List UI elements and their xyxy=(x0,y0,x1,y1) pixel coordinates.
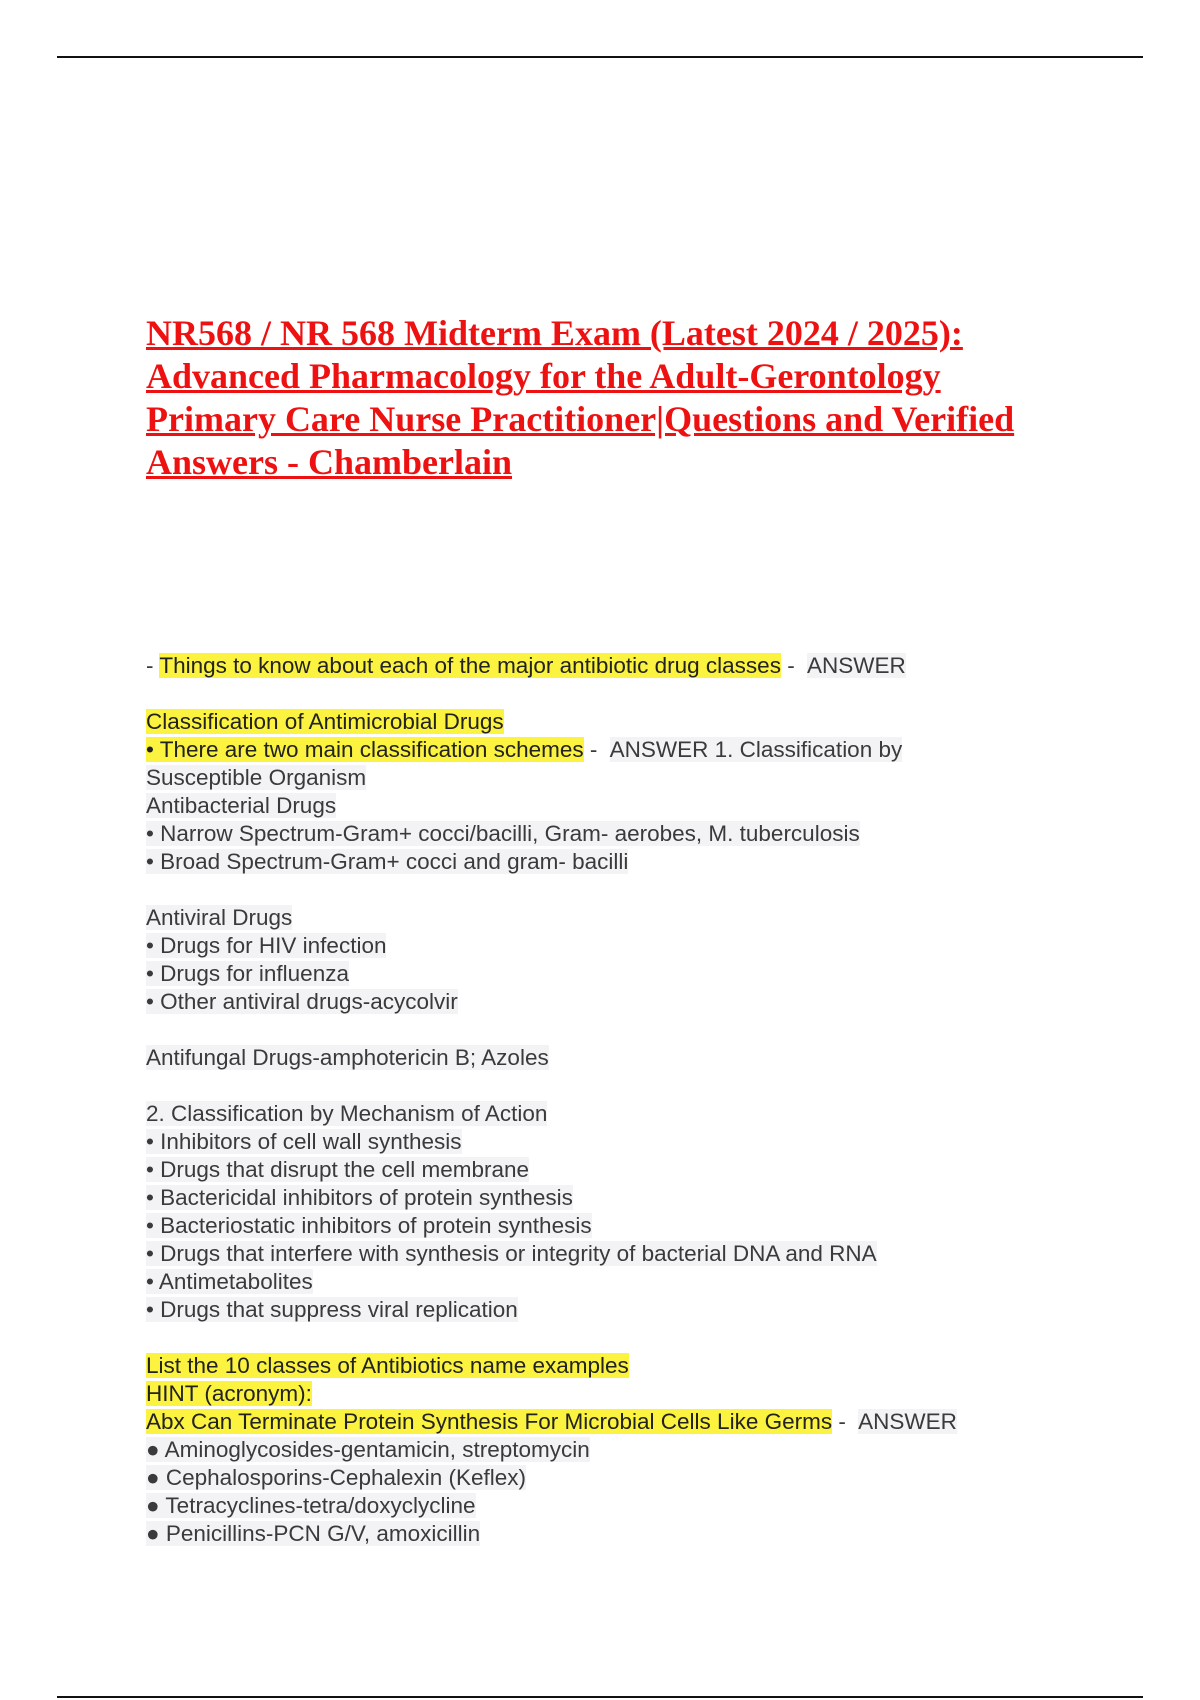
answer-text: • Drugs for HIV infection xyxy=(146,933,387,958)
answer-line xyxy=(146,1044,1046,1072)
answer-text: • Narrow Spectrum-Gram+ cocci/bacilli, Gram- aerobes, M. tuberculosis xyxy=(146,821,860,846)
question-3-line xyxy=(146,1380,1046,1408)
question-text: Abx Can Terminate Protein Synthesis For Microbial Cells Like Germs xyxy=(146,1409,833,1434)
answer-line xyxy=(146,1296,1046,1324)
answer-line xyxy=(146,1100,1046,1128)
answer-text: ● Penicillins-PCN G/V, amoxicillin xyxy=(146,1521,481,1546)
answer-line xyxy=(146,1492,1046,1520)
document-body xyxy=(146,652,1046,1548)
answer-text: • Drugs for influenza xyxy=(146,961,349,986)
question-text: List the 10 classes of Antibiotics name examples xyxy=(146,1353,629,1378)
question-2-line xyxy=(146,708,1046,736)
answer-text: Antiviral Drugs xyxy=(146,905,293,930)
answer-line xyxy=(146,1212,1046,1240)
answer-line xyxy=(146,792,1046,820)
answer-line xyxy=(146,1520,1046,1548)
answer-line xyxy=(146,764,1046,792)
question-prefix: - xyxy=(146,653,160,678)
answer-text: • Bacteriostatic inhibitors of protein synthesis xyxy=(146,1213,592,1238)
answer-text: ● Aminoglycosides-gentamicin, streptomycin xyxy=(146,1437,590,1462)
answer-line xyxy=(146,1464,1046,1492)
question-1 xyxy=(146,652,1046,680)
answer-separator: - xyxy=(583,737,604,762)
answer-line xyxy=(146,960,1046,988)
answer-text: • Broad Spectrum-Gram+ cocci and gram- bacilli xyxy=(146,849,629,874)
answer-line xyxy=(146,820,1046,848)
answer-line xyxy=(146,1240,1046,1268)
answer-label: ANSWER xyxy=(858,1409,957,1434)
answer-line xyxy=(146,1184,1046,1212)
answer-line xyxy=(146,988,1046,1016)
answer-line xyxy=(146,932,1046,960)
answer-text: Antifungal Drugs-amphotericin B; Azoles xyxy=(146,1045,549,1070)
question-2-line xyxy=(146,736,1046,764)
answer-text: • Inhibitors of cell wall synthesis xyxy=(146,1129,462,1154)
document-title xyxy=(146,312,1086,484)
question-text: HINT (acronym): xyxy=(146,1381,312,1406)
top-rule xyxy=(57,56,1143,58)
title-line: Answers - Chamberlain xyxy=(146,442,512,482)
answer-line xyxy=(146,1436,1046,1464)
title-line: Advanced Pharmacology for the Adult-Gerontology xyxy=(146,356,941,396)
answer-text: • Other antiviral drugs-acycolvir xyxy=(146,989,458,1014)
answer-line xyxy=(146,1156,1046,1184)
answer-text: ANSWER 1. Classification by xyxy=(609,737,903,762)
question-text: Things to know about each of the major antibiotic drug classes xyxy=(159,653,781,678)
answer-text: Susceptible Organism xyxy=(146,765,367,790)
answer-text: • Drugs that interfere with synthesis or integrity of bacterial DNA and RNA xyxy=(146,1241,877,1266)
answer-text: • Drugs that suppress viral replication xyxy=(146,1297,518,1322)
question-text: Classification of Antimicrobial Drugs xyxy=(146,709,504,734)
title-line: Primary Care Nurse Practitioner|Questions and Verified xyxy=(146,399,1015,439)
answer-label: ANSWER xyxy=(806,653,906,678)
answer-line xyxy=(146,904,1046,932)
bottom-rule xyxy=(57,1696,1143,1698)
question-3-line xyxy=(146,1408,1046,1436)
answer-text: • Antimetabolites xyxy=(146,1269,313,1294)
answer-separator: - xyxy=(832,1409,853,1434)
title-line: NR568 / NR 568 Midterm Exam (Latest 2024 / 2025): xyxy=(146,313,963,353)
answer-separator: - xyxy=(780,653,801,678)
answer-line xyxy=(146,1128,1046,1156)
answer-text: 2. Classification by Mechanism of Action xyxy=(146,1101,548,1126)
answer-text: • Bactericidal inhibitors of protein synthesis xyxy=(146,1185,573,1210)
question-text: • There are two main classification schemes xyxy=(146,737,584,762)
answer-text: • Drugs that disrupt the cell membrane xyxy=(146,1157,530,1182)
answer-text: ● Cephalosporins-Cephalexin (Keflex) xyxy=(146,1465,527,1490)
answer-line xyxy=(146,1268,1046,1296)
answer-line xyxy=(146,848,1046,876)
question-3-line xyxy=(146,1352,1046,1380)
answer-text: ● Tetracyclines-tetra/doxyclycline xyxy=(146,1493,476,1518)
answer-text: Antibacterial Drugs xyxy=(146,793,337,818)
